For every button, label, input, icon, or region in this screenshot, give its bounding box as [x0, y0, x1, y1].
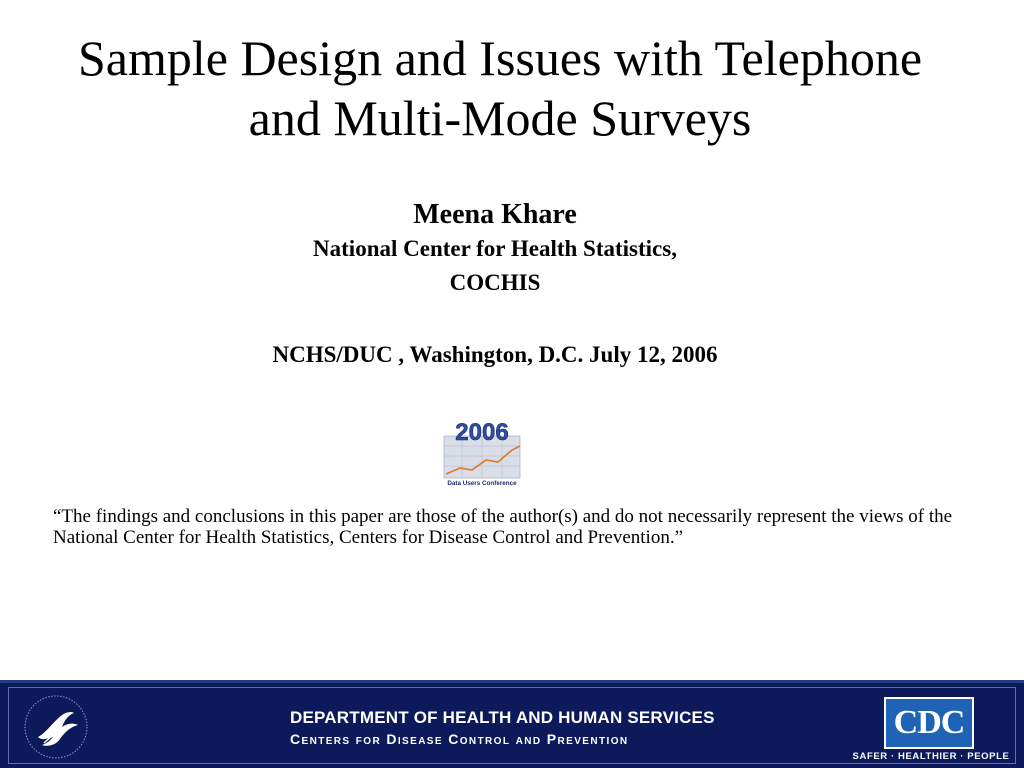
slide-title	[0, 28, 1000, 148]
conference-logo-year: 2006	[455, 419, 509, 446]
hhs-eagle-logo-icon	[22, 693, 90, 761]
footer-banner	[0, 680, 1024, 768]
agency-name: Centers for Disease Control and Prevention	[290, 731, 629, 747]
author-block	[0, 198, 990, 300]
department-text	[290, 707, 750, 749]
author-org-line2: COCHIS	[449, 270, 541, 295]
slide-title-line1: Sample Design and Issues with Telephone	[77, 30, 923, 86]
author-org-line1: National Center for Health Statistics,	[313, 236, 677, 261]
event-line: NCHS/DUC , Washington, D.C. July 12, 2006	[272, 342, 718, 367]
cdc-logo-text: CDC	[893, 704, 965, 741]
author-name: Meena Khare	[413, 199, 577, 230]
cdc-tagline: SAFER · HEALTHIER · PEOPLE	[852, 751, 1010, 762]
disclaimer-text: “The findings and conclusions in this paper are those of the author(s) and do not necessarily represent the views of the National Center for Health Statistics, Centers for Disease Control and Prevention.”	[53, 506, 953, 548]
slide-title-line2: and Multi-Mode Surveys	[248, 90, 752, 146]
cdc-logo-icon	[884, 697, 974, 749]
department-name: DEPARTMENT OF HEALTH AND HUMAN SERVICES	[290, 708, 715, 727]
conference-logo-icon	[442, 416, 522, 488]
conference-logo-caption: Data Users Conference	[447, 480, 517, 487]
